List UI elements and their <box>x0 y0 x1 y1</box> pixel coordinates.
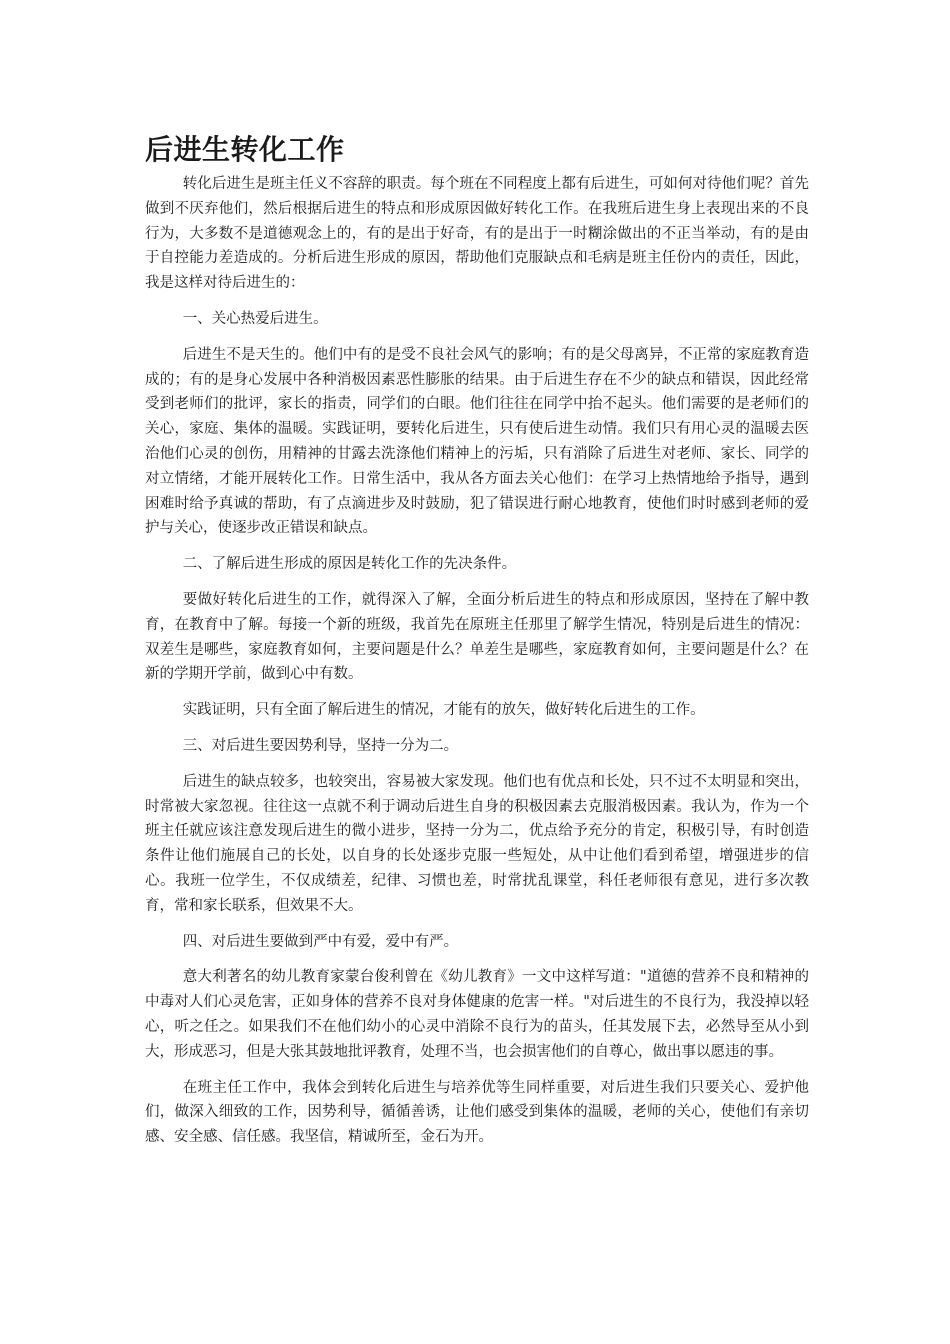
section-heading-4: 四、对后进生要做到严中有爱，爱中有严。 <box>182 933 459 950</box>
section-1-paragraph: 后进生不是天生的。他们中有的是受不良社会风气的影响；有的是父母离异，不正常的家庭教育造成的；有的是身心发展中各种消极因素恶性膨胀的结果。由于后进生存在不少的缺点和错误，因此经常受到老师们的批评，家长的指责，同学们的白眼。他们往往在同学中抬不起头。他们需要的是老师们的关心，家庭、集体的温暖。实践证明，要转化后进生，只有使后进生动情。我们只有用心灵的温暖去医治他们心灵的创伤，用精神的甘露去洗涤他们精神上的污垢，只有消除了后进生对老师、家长、同学的对立情绪，才能开展转化工作。日常生活中，我从各方面去关心他们：在学习上热情地给予指导，遇到困难时给予真诚的帮助，有了点滴进步及时鼓励，犯了错误进行耐心地教育，使他们时时感到老师的爱护与关心，使逐步改正错误和缺点。 <box>145 346 809 537</box>
conclusion-paragraph: 在班主任工作中，我体会到转化后进生与培养优等生同样重要，对后进生我们只要关心、爱护他们，做深入细致的工作，因势利导，循循善诱，让他们感受到集体的温暖，老师的关心，使他们有亲切感、安全感、信任感。我坚信，精诚所至，金石为开。 <box>145 1079 809 1146</box>
section-2-paragraph-1: 要做好转化后进生的工作，就得深入了解，全面分析后进生的特点和形成原因，坚持在了解中教育，在教育中了解。每接一个新的班级，我首先在原班主任那里了解学生情况，特别是后进生的情况：双差生是哪些，家庭教育如何，主要问题是什么？单差生是哪些，家庭教育如何，主要问题是什么？在新的学期开学前，做到心中有数。 <box>145 591 809 683</box>
intro-paragraph: 转化后进生是班主任义不容辞的职责。每个班在不同程度上都有后进生，可如何对待他们呢？首先做到不厌弃他们，然后根据后进生的特点和形成原因做好转化工作。在我班后进生身上表现出来的不良行为，大多数不是道德观念上的，有的是出于好奇，有的是出于一时糊涂做出的不正当举动，有的是由于自控能力差造成的。分析后进生形成的原因，帮助他们克服缺点和毛病是班主任份内的责任，因此，我是这样对待后进生的： <box>145 176 809 292</box>
section-4-paragraph: 意大利著名的幼儿教育家蒙台俊利曾在《幼儿教育》一文中这样写道："道德的营养不良和精神的中毒对人们心灵危害，正如身体的营养不良对身体健康的危害一样。"对后进生的不良行为，我没掉以轻心，听之任之。如果我们不在他们幼小的心灵中消除不良行为的苗头，任其发展下去，必然导至从小到大，形成恶习，但是大张其鼓地批评教育，处理不当，也会损害他们的自尊心，做出事以愿违的事。 <box>145 969 809 1060</box>
document-page <box>145 128 809 1161</box>
section-2-paragraph-2: 实践证明，只有全面了解后进生的情况，才能有的放矢，做好转化后进生的工作。 <box>182 702 705 719</box>
section-heading-2: 二、了解后进生形成的原因是转化工作的先决条件。 <box>182 556 517 573</box>
section-heading-3: 三、对后进生要因势利导，坚持一分为二。 <box>182 737 459 754</box>
document-title: 后进生转化工作 <box>145 133 345 166</box>
section-heading-1: 一、关心热爱后进生。 <box>182 310 328 327</box>
section-3-paragraph: 后进生的缺点较多，也较突出，容易被大家发现。他们也有优点和长处，只不过不太明显和突出，时常被大家忽视。往往这一点就不利于调动后进生自身的积极因素去克服消极因素。我认为，作为一个班主任就应该注意发现后进生的微小进步，坚持一分为二，优点给予充分的肯定，积极引导，有时创造条件让他们施展自己的长处，以自身的长处逐步克服一些短处，从中让他们看到希望，增强进步的信心。我班一位学生，不仅成绩差，纪律、习惯也差，时常扰乱课堂，科任老师很有意见，进行多次教育，常和家长联系，但效果不大。 <box>145 773 809 914</box>
